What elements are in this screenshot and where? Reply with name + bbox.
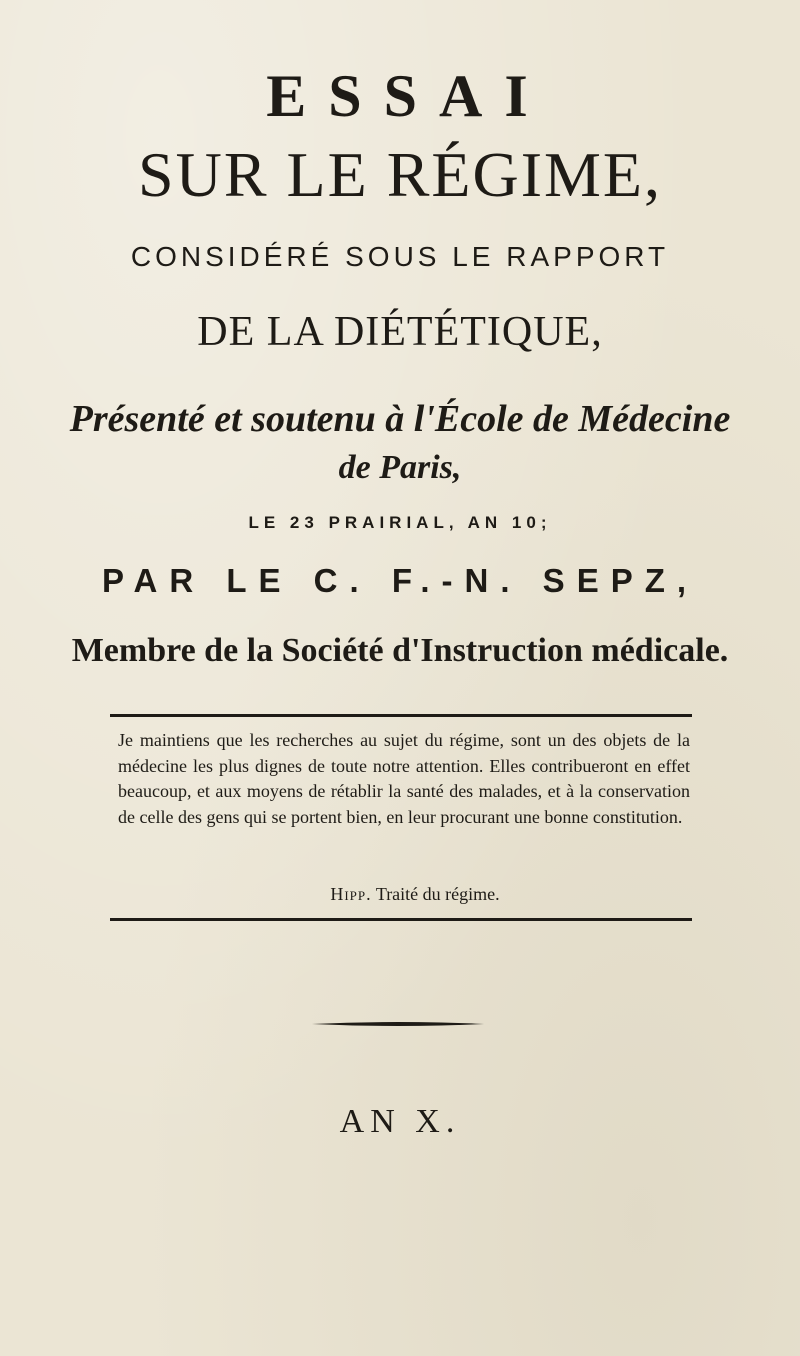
- ornamental-rule: [312, 1021, 484, 1027]
- title-dietetique: DE LA DIÉTÉTIQUE,: [197, 309, 603, 355]
- epigraph-author: Hipp.: [330, 884, 372, 904]
- title-essai: ESSAI: [266, 63, 550, 129]
- title-regime: SUR LE RÉGIME,: [138, 139, 662, 210]
- presentation-place: de Paris,: [338, 449, 462, 486]
- epigraph-work: Traité du régime.: [375, 884, 500, 904]
- author-line: PAR LE C. F.-N. SEPZ,: [101, 562, 699, 599]
- thesis-date: LE 23 PRAIRIAL, AN 10;: [248, 513, 552, 532]
- author-affiliation: Membre de la Société d'Instruction médicale.: [71, 632, 729, 669]
- title-considere: CONSIDÉRÉ SOUS LE RAPPORT: [130, 241, 670, 272]
- presentation-line: Présenté et soutenu à l'École de Médecine: [69, 398, 731, 440]
- epigraph-attribution: [0, 884, 800, 905]
- epigraph-rule-top: [110, 714, 692, 717]
- publication-year: AN X.: [339, 1103, 461, 1140]
- epigraph-text: Je maintiens que les recherches au sujet du régime, sont un des objets de la médecine les plus dignes de toute notre attention. Elles contribueront en effet beaucoup, et aux moyens de rétablir la santé des malades, et à la conservation de celle des gens qui se portent bien, en leur procurant une bonne constitution.: [118, 730, 690, 827]
- epigraph-rule-bottom: [110, 918, 692, 921]
